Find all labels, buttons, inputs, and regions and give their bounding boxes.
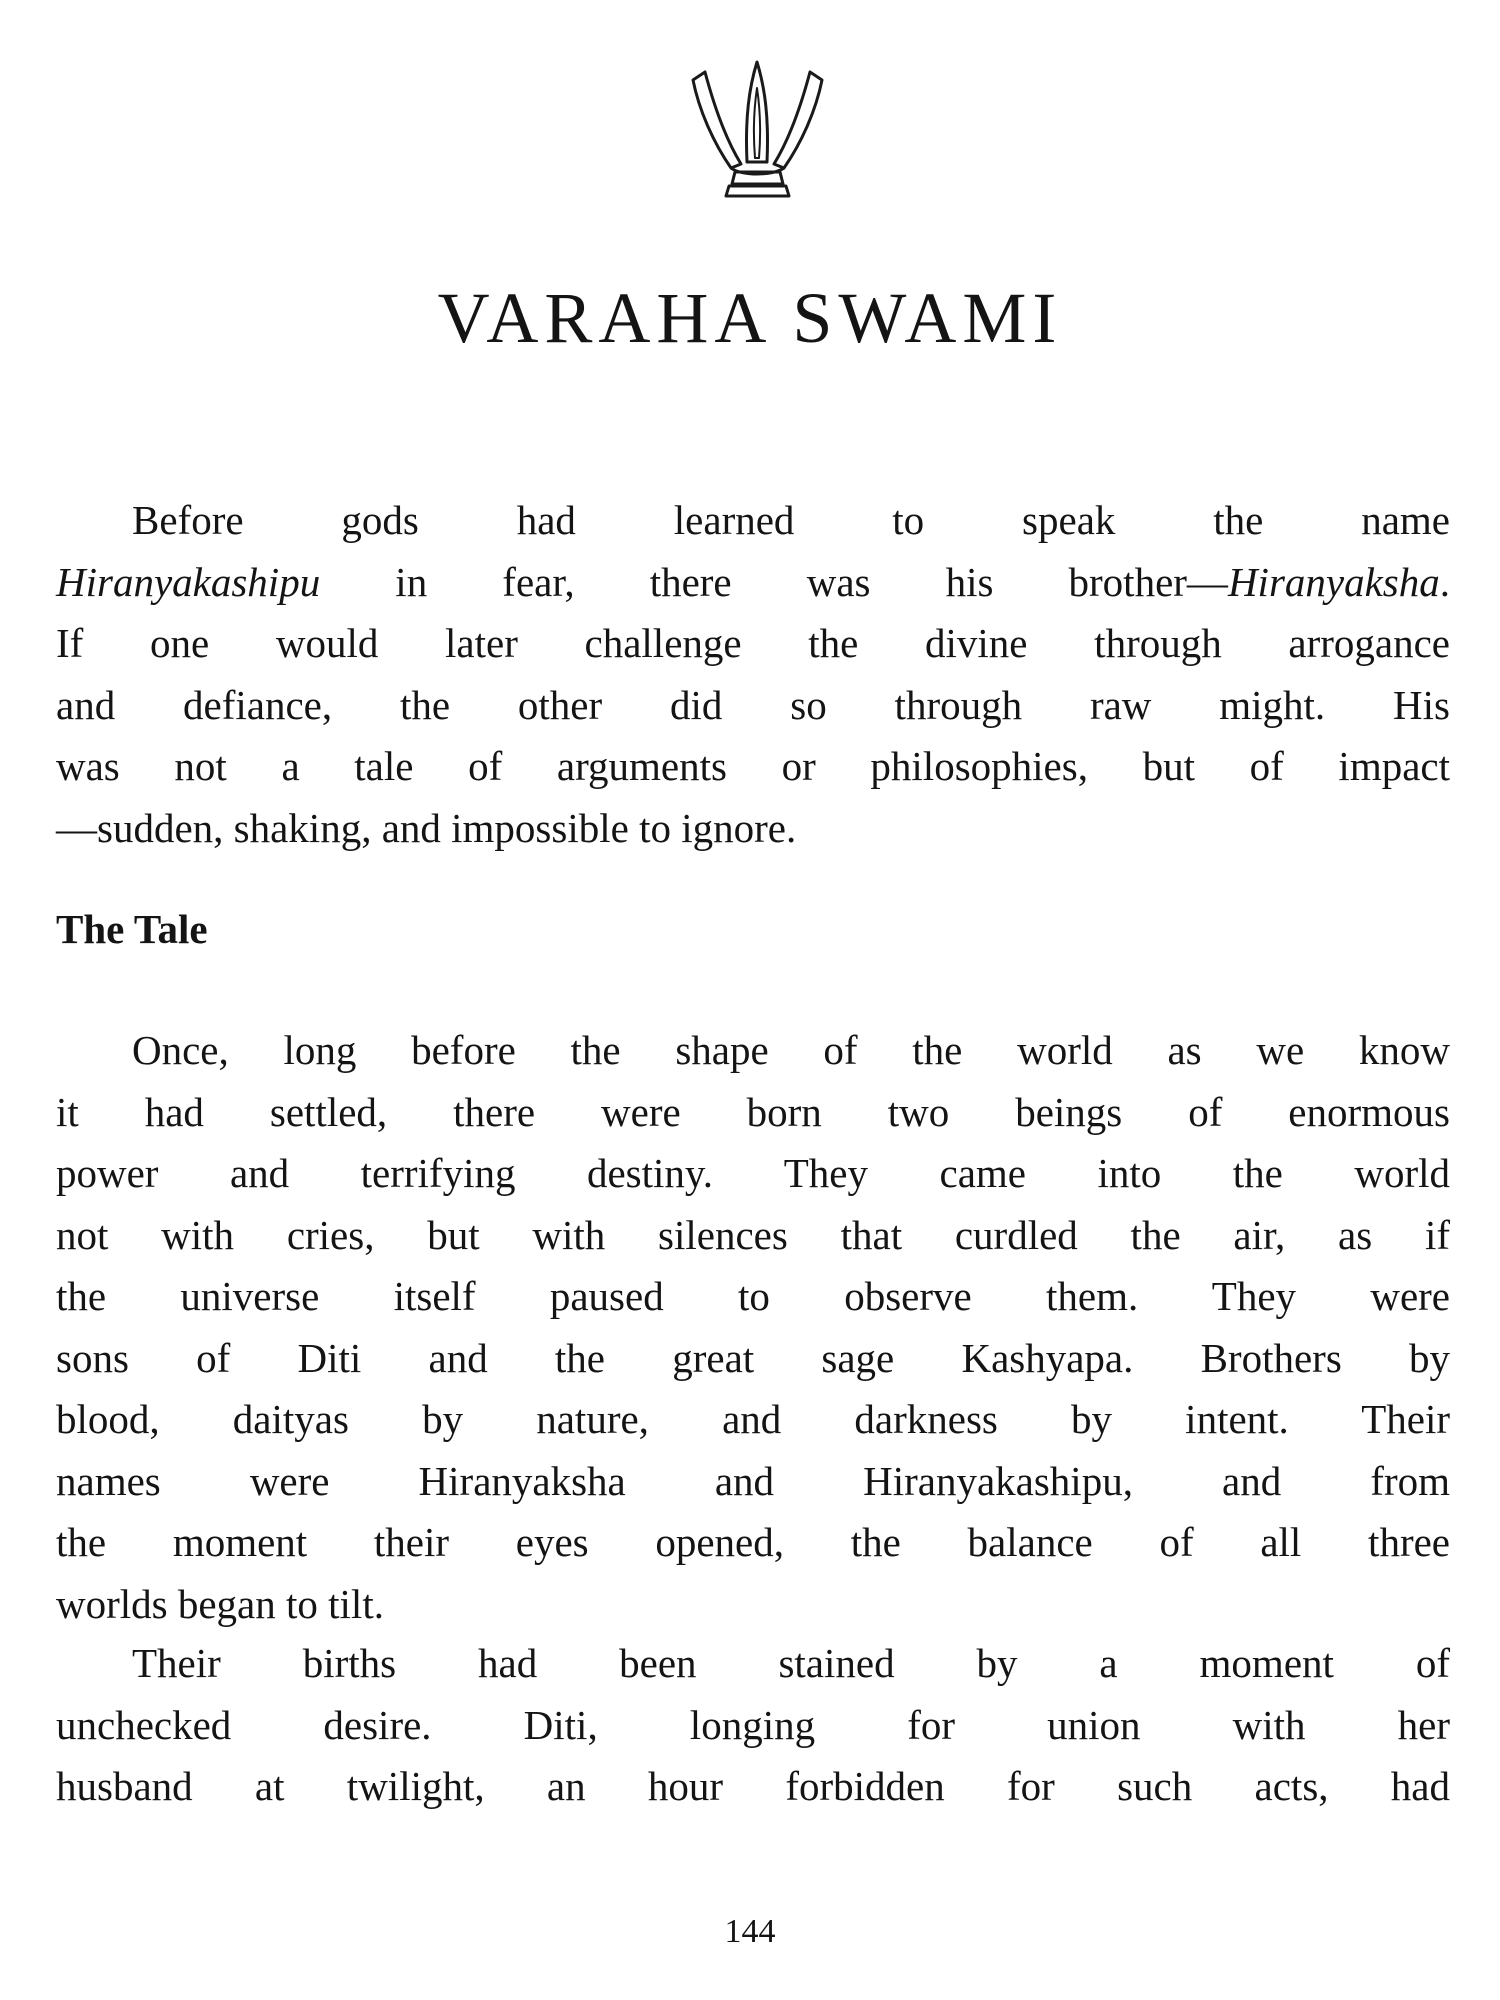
tale-paragraph-1 — [56, 1020, 1450, 1635]
text-line: If one would later challenge the divine through arrogance — [56, 620, 1450, 666]
text-span: . — [1439, 558, 1450, 605]
page-number: 144 — [724, 1913, 776, 1950]
text-line: —sudden, shaking, and impossible to ignore. — [56, 804, 797, 851]
text-span: in fear, there was his brother— — [320, 558, 1228, 605]
text-line: Their births had been stained by a moment of — [132, 1640, 1450, 1686]
namam-emblem-icon — [685, 58, 830, 208]
text-line: Before gods had learned to speak the name — [132, 497, 1450, 543]
text-line: not with cries, but with silences that curdled the air, as if — [56, 1211, 1450, 1258]
text-line: sons of Diti and the great sage Kashyapa. Brothers by — [56, 1334, 1450, 1381]
text-line: was not a tale of arguments or philosophies, but of impact — [56, 743, 1450, 789]
text-line: unchecked desire. Diti, longing for union with her — [56, 1701, 1450, 1748]
text-line — [56, 552, 1450, 614]
text-line: blood, daityas by nature, and darkness by intent. Their — [56, 1396, 1450, 1442]
italic-name: Hiranyaksha — [1227, 558, 1440, 605]
text-line: Once, long before the shape of the world as we know — [132, 1027, 1450, 1073]
italic-name: Hiranyakashipu — [56, 558, 321, 605]
text-line: it had settled, there were born two beings of enormous — [56, 1088, 1450, 1135]
text-line: names were Hiranyaksha and Hiranyakashipu, and from — [56, 1457, 1450, 1504]
intro-paragraph — [56, 490, 1450, 859]
text-line: husband at twilight, an hour forbidden for such acts, had — [56, 1763, 1450, 1809]
text-line: worlds began to tilt. — [56, 1580, 384, 1627]
text-line: the universe itself paused to observe them. They were — [56, 1273, 1450, 1319]
text-line: the moment their eyes opened, the balance of all three — [56, 1519, 1450, 1565]
chapter-title: VARAHA SWAMI — [437, 278, 1063, 358]
tale-paragraph-2 — [56, 1633, 1450, 1818]
text-line: power and terrifying destiny. They came into the world — [56, 1150, 1450, 1196]
text-line: and defiance, the other did so through raw might. His — [56, 681, 1450, 728]
section-heading: The Tale — [56, 906, 208, 952]
